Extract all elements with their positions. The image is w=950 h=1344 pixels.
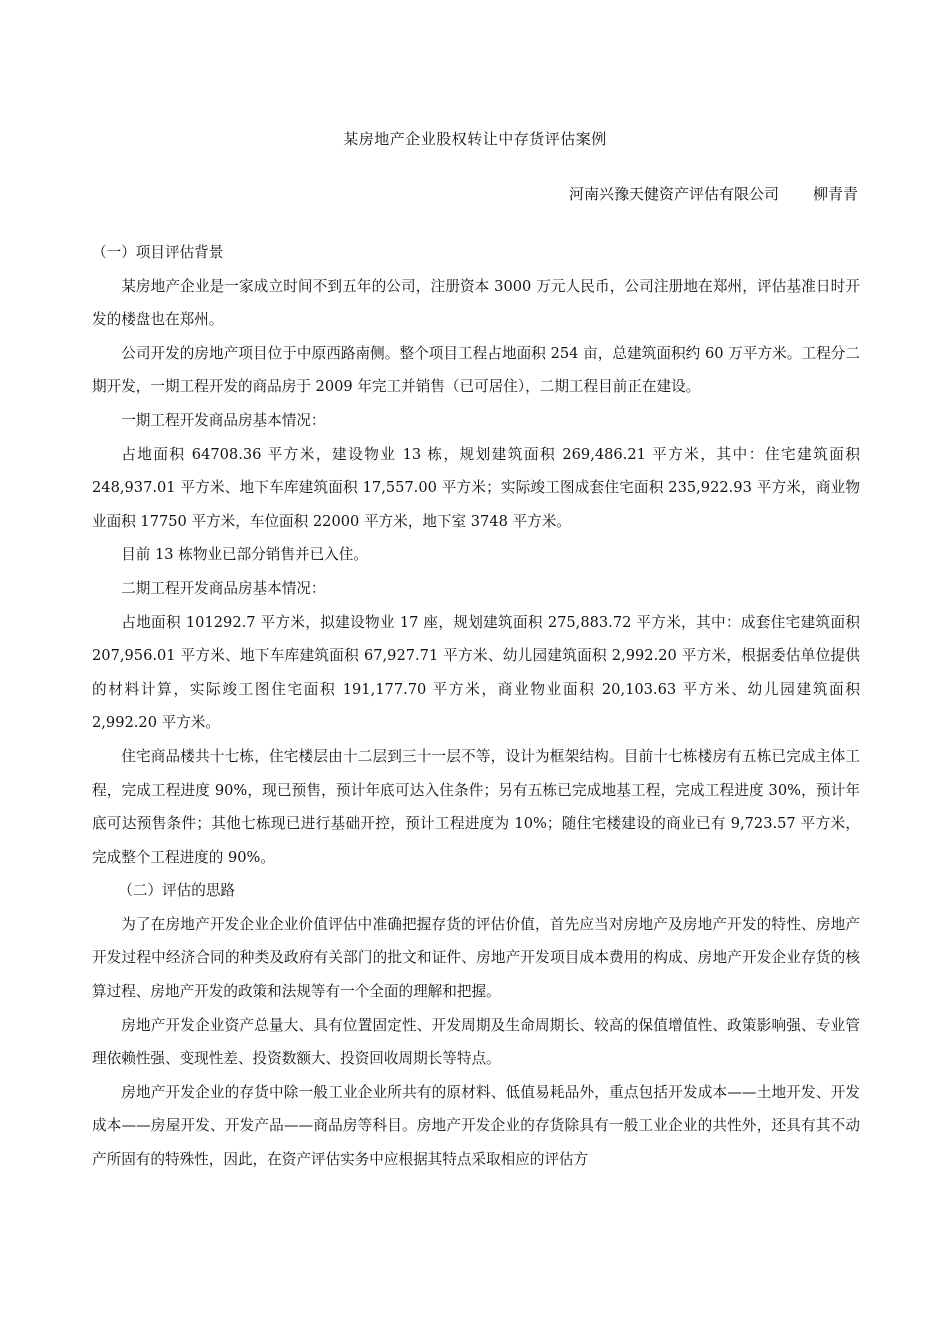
document-title: 某房地产企业股权转让中存货评估案例 <box>343 130 607 148</box>
document-body <box>92 236 860 1177</box>
paragraph: 一期工程开发商品房基本情况： <box>121 411 326 429</box>
organization-name: 河南兴豫天健资产评估有限公司 <box>568 185 779 203</box>
paragraph: 二期工程开发商品房基本情况： <box>121 579 326 597</box>
paragraph: 公司开发的房地产项目位于中原西路南侧。整个项目工程占地面积 254 亩，总建筑面积约 60 万平方米。工程分二期开发，一期工程开发的商品房于 2009 年完工并销售（已可居住），二期工程目前正在建设。 <box>92 344 860 396</box>
author-name: 柳青青 <box>812 185 858 203</box>
section-heading-background: （一）项目评估背景 <box>92 244 224 261</box>
paragraph: 某房地产企业是一家成立时间不到五年的公司，注册资本 3000 万元人民币，公司注册地在郑州，评估基准日时开发的楼盘也在郑州。 <box>92 277 860 329</box>
paragraph: 房地产开发企业资产总量大、具有位置固定性、开发周期及生命周期长、较高的保值增值性、政策影响强、专业管理依赖性强、变现性差、投资数额大、投资回收周期长等特点。 <box>92 1016 860 1068</box>
paragraph: 占地面积 64708.36 平方米，建设物业 13 栋，规划建筑面积 269,486.21 平方米，其中：住宅建筑面积 248,937.01 平方米、地下车库建筑面积 17,557.00 平方米；实际竣工图成套住宅面积 235,922.93 平方米，商业物业面积 17750 平方米，车位面积 22000 平方米，地下室 3748 平方米。 <box>92 445 860 530</box>
paragraph: 为了在房地产开发企业企业价值评估中准确把握存货的评估价值，首先应当对房地产及房地产开发的特性、房地产开发过程中经济合同的种类及政府有关部门的批文和证件、房地产开发项目成本费用的构成、房地产开发企业存货的核算过程、房地产开发的政策和法规等有一个全面的理解和把握。 <box>92 915 860 1001</box>
paragraph: 住宅商品楼共十七栋，住宅楼层由十二层到三十一层不等，设计为框架结构。目前十七栋楼房有五栋已完成主体工程，完成工程进度 90%，现已预售，预计年底可达入住条件；另有五栋已完成地基工程，完成工程进度 30%，预计年底可达预售条件；其他七栋现已进行基础开控，预计工程进度为 10%；随住宅楼建设的商业已有 9,723.57 平方米，完成整个工程进度的 90%。 <box>92 747 860 866</box>
paragraph: 目前 13 栋物业已部分销售并已入住。 <box>121 546 368 564</box>
section-heading-approach: （二）评估的思路 <box>118 882 236 900</box>
author-line <box>569 183 858 204</box>
paragraph: 房地产开发企业的存货中除一般工业企业所共有的原材料、低值易耗品外，重点包括开发成本——土地开发、开发成本——房屋开发、开发产品——商品房等科目。房地产开发企业的存货除具有一般工业企业的共性外，还具有其不动产所固有的特殊性，因此，在资产评估实务中应根据其特点采取相应的评估方 <box>92 1083 860 1169</box>
paragraph: 占地面积 101292.7 平方米，拟建设物业 17 座，规划建筑面积 275,883.72 平方米，其中：成套住宅建筑面积 207,956.01 平方米、地下车库建筑面积 67,927.71 平方米、幼儿园建筑面积 2,992.20 平方米，根据委估单位提供的材料计算，实际竣工图住宅面积 191,177.70 平方米，商业物业面积 20,103.63 平方米、幼儿园建筑面积 2,992.20 平方米。 <box>92 613 860 732</box>
